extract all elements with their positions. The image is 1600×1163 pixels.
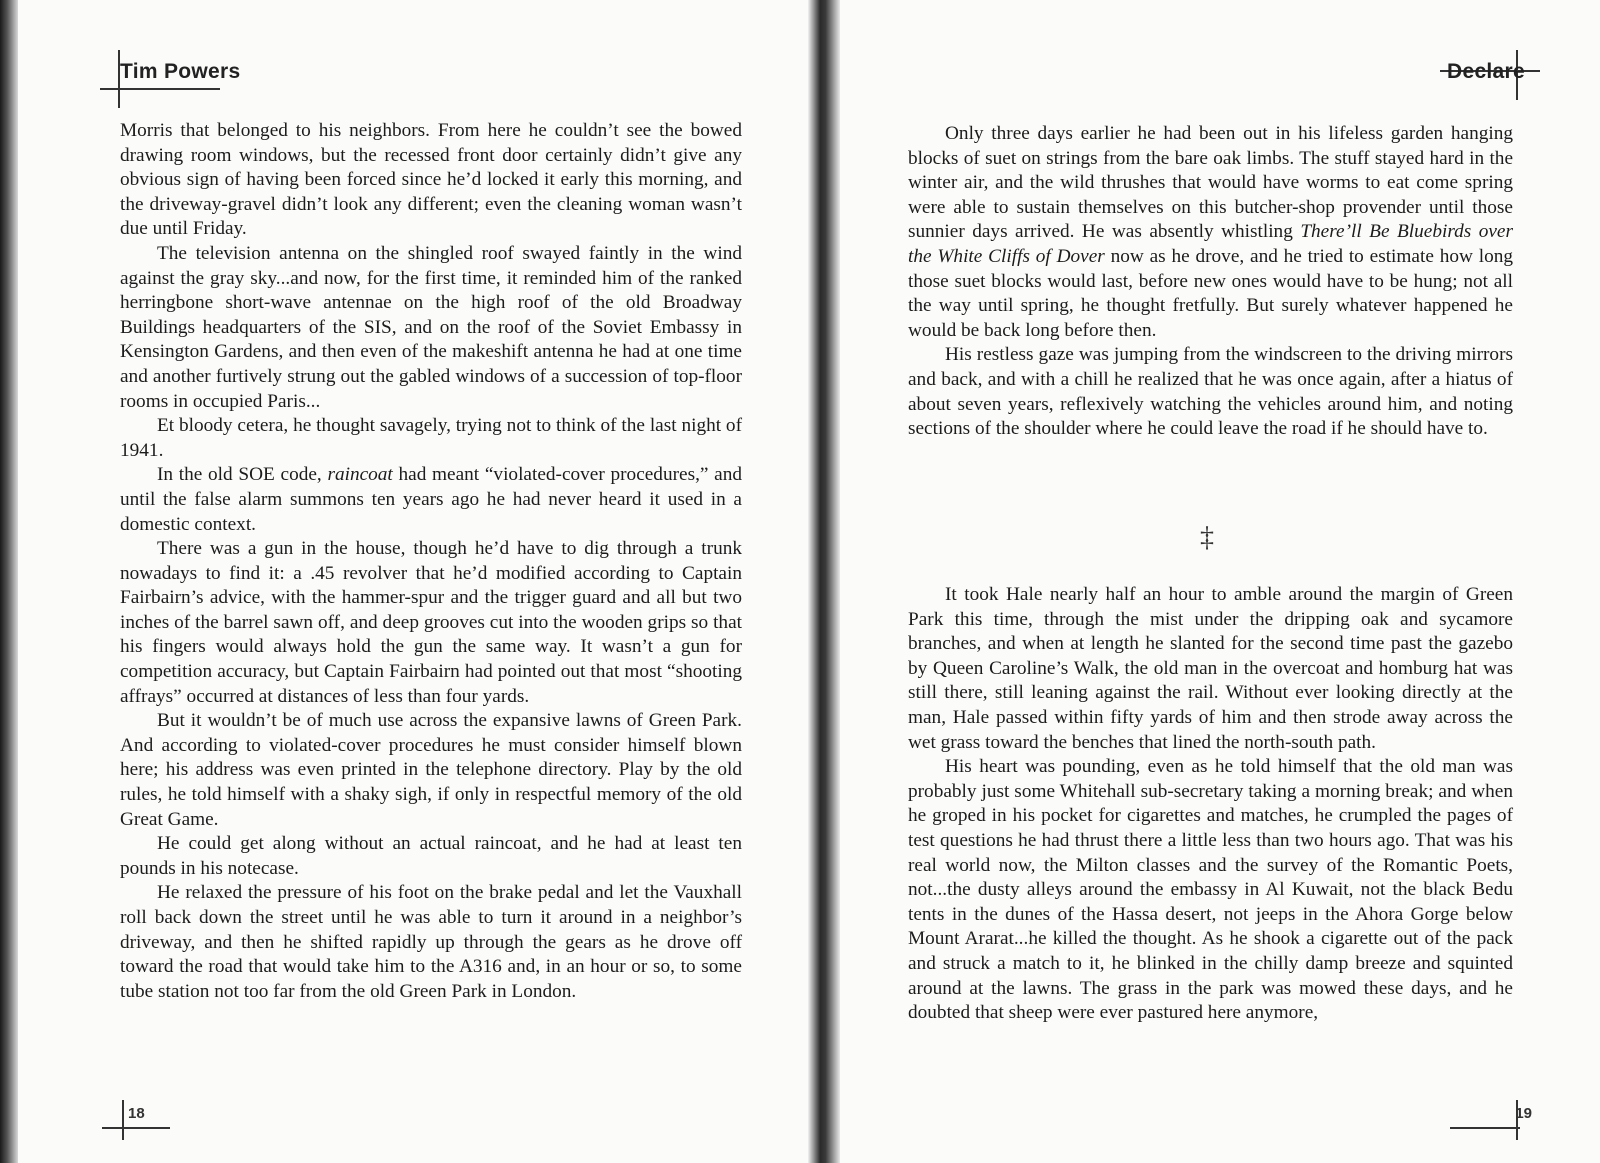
right-page-body: [908, 122, 1513, 442]
paragraph: But it wouldn’t be of much use across the expansive lawns of Green Park. And according to violated-cover procedures he must consider himself blown here; his address was even printed in the telephone directory. Play by the old rules, he told himself with a shaky sigh, if only in respectful memory of the old Great Game.: [120, 710, 742, 830]
paragraph: His heart was pounding, even as he told himself that the old man was probably just some Whitehall sub-secretary taking a morning break; and when he groped in his pocket for cigarettes and matches, he crumpled the pages of test questions he had thrust there a little less than two hours ago. That was his real world now, the Milton classes and the survey of the Romantic Poets, not...the dusty alleys around the embassy in Al Kuwait, not the black Bedu tents in the dunes of the Hassa desert, not jeeps in the Ahora Gorge below Mount Ararat...he killed the thought. As he shook a cigarette out of the pack and struck a match to it, he blinked in the chilly damp breeze and squinted around at the lawns. The grass in the park was mowed these days, and he doubted that sheep were ever pastured here anymore,: [908, 756, 1513, 1024]
book-edge-shadow: [0, 0, 18, 1163]
right-page: [840, 0, 1600, 1163]
print-fade: [298, 1030, 768, 1080]
paragraph: Only three days earlier he had been out in his lifeless garden hanging blocks of suet on strings from the bare oak limbs. The stuff stayed hard in the winter air, and the wild thrushes that would have worms to eat come spring were able to sustain themselves on this butcher-shop provender until those sunnier days arrived. He was absently whistling There’ll Be Bluebirds over the White Cliffs of Dover now as he drove, and he tried to estimate how long those suet blocks would last, before new ones would have to be hung; not all the way until spring, he thought fretfully. But surely whatever happened he would be back long before then.: [908, 123, 1513, 341]
running-head-right: Declare: [1447, 60, 1525, 83]
page-number-left: 18: [128, 1105, 145, 1122]
paragraph: It took Hale nearly half an hour to amble around the margin of Green Park this time, through the mist under the dripping oak and sycamore branches, and when at length he slanted for the second time past the gazebo by Queen Caroline’s Walk, the old man in the overcoat and homburg hat was still there, still leaning against the rail. Without ever looking directly at the man, Hale passed within fifty yards of him and then strode away across the wet grass toward the benches that lined the north-south path.: [908, 584, 1513, 753]
running-head-left: Tim Powers: [120, 60, 241, 83]
paragraph: Morris that belonged to his neighbors. From here he couldn’t see the bowed drawing room windows, but the recessed front door certainly didn’t give any obvious sign of having been forced since he’d locked it early this morning, and the driveway-gravel didn’t look any different; even the cleaning woman wasn’t due until Friday.: [120, 120, 742, 240]
footer-rule-horizontal: [1450, 1127, 1520, 1129]
paragraph: Et bloody cetera, he thought savagely, trying not to think of the last night of 1941.: [120, 415, 742, 461]
section-break-ornament: ‡: [1200, 522, 1214, 553]
page-number-right: 19: [1515, 1105, 1532, 1122]
paragraph: There was a gun in the house, though he’d have to dig through a trunk nowadays to find it: a .45 revolver that he’d modified according to Captain Fairbairn’s advice, with the hammer-spur and the trigger guard and all but two inches of the barrel sawn off, and deep grooves cut into the wooden grips so that his fingers would always hold the gun the same way. It wasn’t a gun for competition accuracy, but Captain Fairbairn had pointed out that most “shooting affrays” occurred at distances of less than four yards.: [120, 538, 742, 707]
right-page-body-continued: [908, 583, 1513, 1026]
paragraph: He relaxed the pressure of his foot on the brake pedal and let the Vauxhall roll back down the street until he was able to turn it around in a neighbor’s driveway, and then he shifted rapidly up through the gears as he drove off toward the road that would take him to the A316 and, in an hour or so, to some tube station not too far from the old Green Park in London.: [120, 882, 742, 1002]
footer-rule-horizontal: [102, 1127, 170, 1129]
paragraph: The television antenna on the shingled roof swayed faintly in the wind against the gray sky...and now, for the first time, it reminded him of the ranked herringbone short-wave antennae on the high roof of the old Broadway Buildings headquarters of the SIS, and on the roof of the Soviet Embassy in Kensington Gardens, and then even of the makeshift antenna he had at one time and another furtively strung out the gabled windows of a succession of top-floor rooms in occupied Paris...: [120, 242, 742, 412]
left-page: [18, 0, 808, 1163]
book-gutter: [808, 0, 840, 1163]
paragraph: His restless gaze was jumping from the windscreen to the driving mirrors and back, and with a chill he realized that he was once again, after a hiatus of about seven years, reflexively watching the vehicles around him, and noting sections of the shoulder where he could leave the road if he should have to.: [908, 344, 1513, 440]
paragraph: He could get along without an actual raincoat, and he had at least ten pounds in his notecase.: [120, 833, 742, 879]
paragraph: In the old SOE code, raincoat had meant “violated-cover procedures,” and until the false alarm summons ten years ago he had never heard it used in a domestic context.: [120, 464, 742, 535]
footer-rule-vertical: [122, 1100, 124, 1140]
left-page-body: [120, 119, 742, 1004]
